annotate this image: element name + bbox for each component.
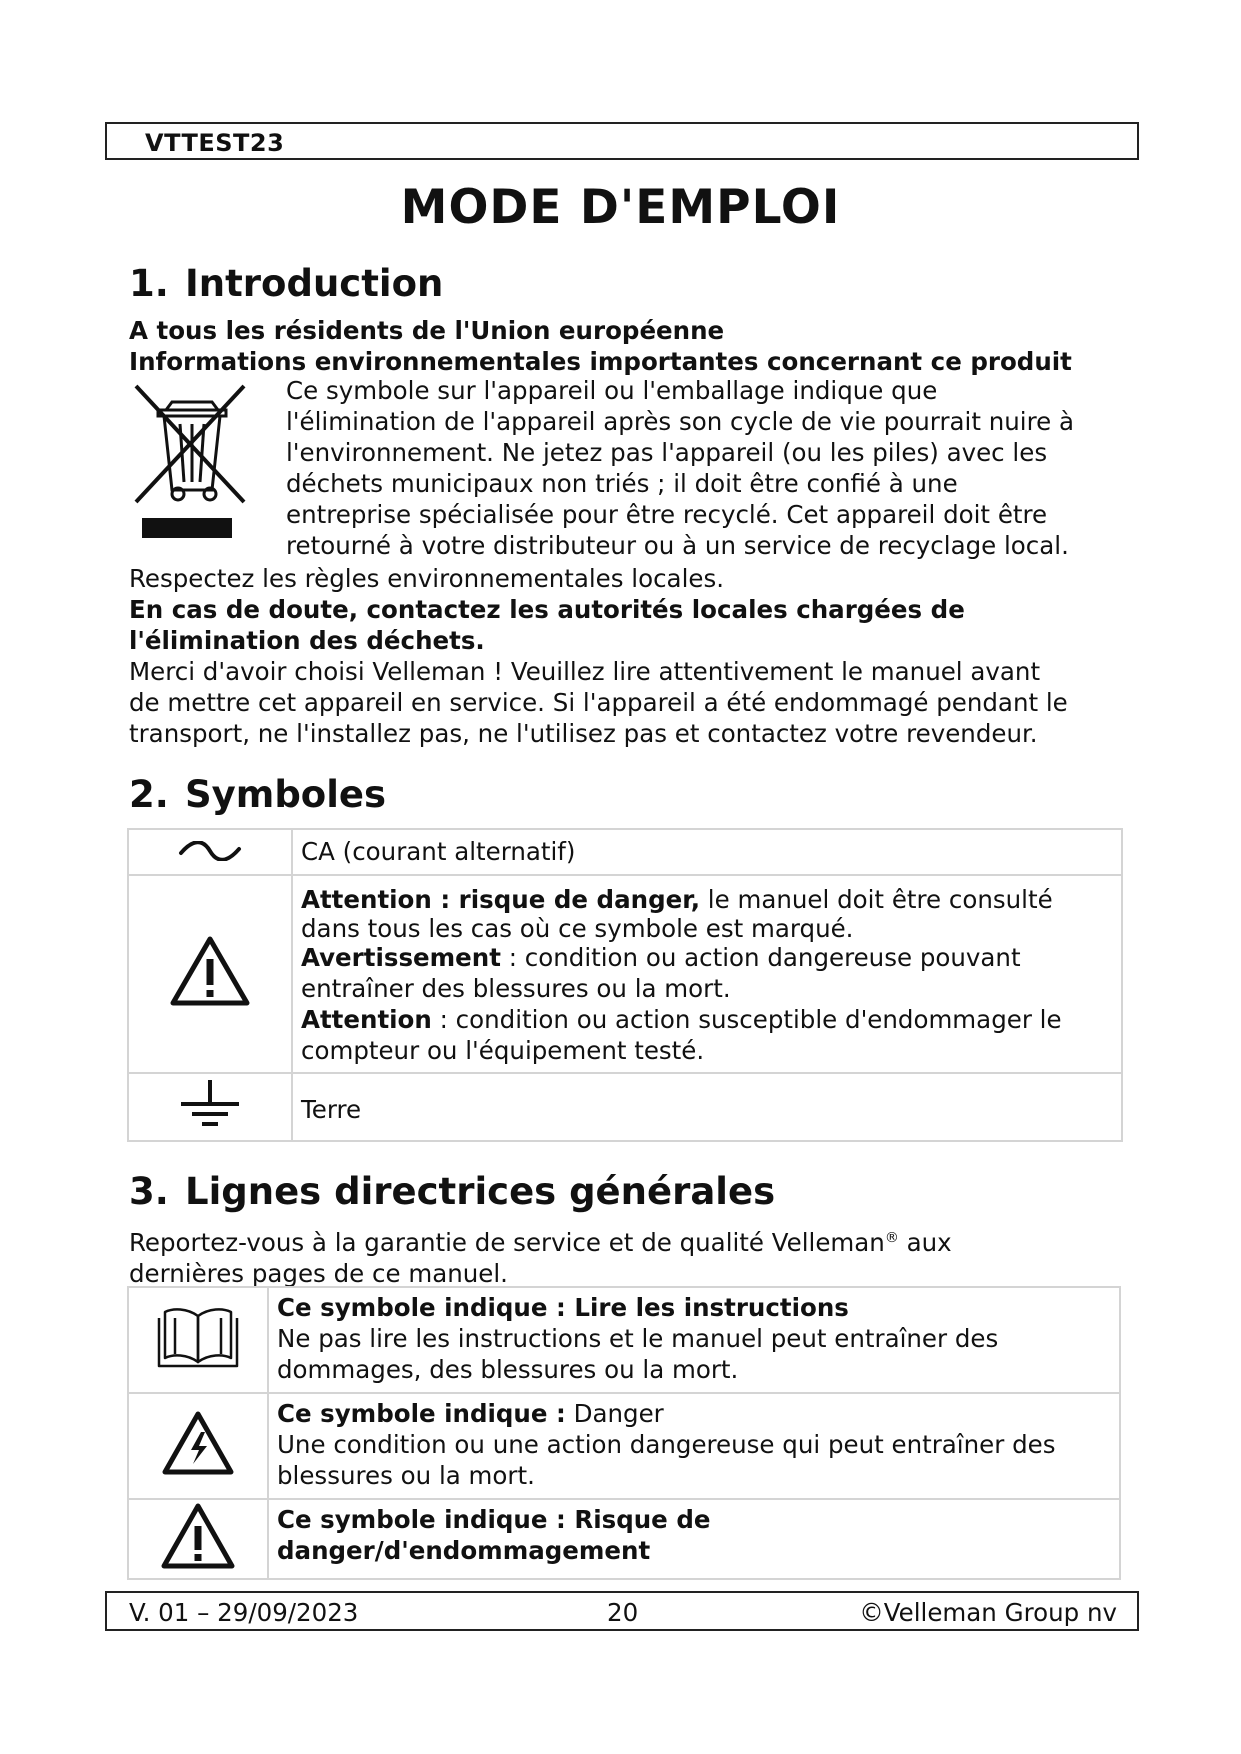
header-box bbox=[105, 122, 1139, 160]
page-title: MODE D'EMPLOI bbox=[400, 180, 841, 235]
warning-triangle-icon bbox=[160, 1502, 236, 1570]
section-title: Introduction bbox=[185, 262, 444, 305]
warning-description: Attention : risque de danger, le manuel doit être consulté dans tous les cas où ce symbole est marqué. Avertissement : condition ou action dangereuse pouvant entraîner des blessures ou la mort. Attention : condition ou action susceptible d'endommager le compteur ou l'équipement testé. bbox=[292, 875, 1122, 1073]
book-icon bbox=[155, 1304, 241, 1370]
section-number: 2. bbox=[129, 773, 169, 816]
guidelines-table bbox=[127, 1286, 1121, 1580]
version-date: V. 01 – 29/09/2023 bbox=[129, 1598, 359, 1627]
footer-box bbox=[105, 1591, 1139, 1631]
model-label: VTTEST23 bbox=[145, 129, 285, 157]
section-1-heading bbox=[129, 262, 443, 305]
danger-cell: Ce symbole indique : Danger Une condition ou une action dangereuse qui peut entraîner des blessures ou la mort. bbox=[268, 1393, 1120, 1499]
table-row bbox=[128, 875, 1122, 1073]
table-row bbox=[128, 829, 1122, 875]
ac-wave-icon bbox=[178, 841, 242, 861]
ground-icon bbox=[179, 1078, 241, 1130]
table-row bbox=[128, 1393, 1120, 1499]
page-number: 20 bbox=[607, 1598, 639, 1627]
section-title: Symboles bbox=[185, 773, 387, 816]
weee-bin-icon bbox=[132, 382, 252, 547]
table-row bbox=[128, 1073, 1122, 1141]
eu-residents-heading: A tous les résidents de l'Union européenne bbox=[129, 316, 725, 345]
table-row bbox=[128, 1287, 1120, 1393]
electric-hazard-icon bbox=[161, 1410, 235, 1476]
table-row bbox=[128, 1499, 1120, 1579]
respect-rules-text: Respectez les règles environnementales locales. bbox=[129, 564, 724, 593]
doubt-text: En cas de doute, contactez les autorités locales chargées de l'élimination des déchets. bbox=[129, 595, 965, 655]
thanks-paragraph: Merci d'avoir choisi Velleman ! Veuillez lire attentivement le manuel avant de mettre cet appareil en service. Si l'appareil a été endommagé pendant le transport, ne l'installez pas, ne l'utilisez pas et contactez votre revendeur. bbox=[129, 657, 1068, 748]
ac-description: CA (courant alternatif) bbox=[292, 829, 1122, 875]
section-number: 1. bbox=[129, 262, 169, 305]
section-number: 3. bbox=[129, 1170, 169, 1213]
risk-cell: Ce symbole indique : Risque de danger/d'endommagement bbox=[268, 1499, 1120, 1579]
section-2-heading bbox=[129, 773, 386, 816]
read-instructions-cell: Ce symbole indique : Lire les instructions Ne pas lire les instructions et le manuel peut entraîner des dommages, des blessures ou la mort. bbox=[268, 1287, 1120, 1393]
copyright: ©Velleman Group nv bbox=[859, 1598, 1117, 1627]
section-3-heading bbox=[129, 1170, 775, 1213]
warning-triangle-icon bbox=[169, 935, 251, 1007]
ground-description: Terre bbox=[292, 1073, 1122, 1141]
weee-paragraph: Ce symbole sur l'appareil ou l'emballage indique que l'élimination de l'appareil après son cycle de vie pourrait nuire à l'environnement. Ne jetez pas l'appareil (ou les piles) avec les déchets municipaux non triés ; il doit être confié à une entreprise spécialisée pour être recyclé. Cet appareil doit être retourné à votre distributeur ou à un service de recyclage local. bbox=[286, 376, 1075, 560]
symbols-table bbox=[127, 828, 1123, 1142]
guidelines-intro: Reportez-vous à la garantie de service et de qualité Velleman® aux dernières pages de ce manuel. bbox=[129, 1228, 952, 1289]
env-info-heading: Informations environnementales importantes concernant ce produit bbox=[129, 347, 1072, 376]
section-title: Lignes directrices générales bbox=[185, 1170, 776, 1213]
